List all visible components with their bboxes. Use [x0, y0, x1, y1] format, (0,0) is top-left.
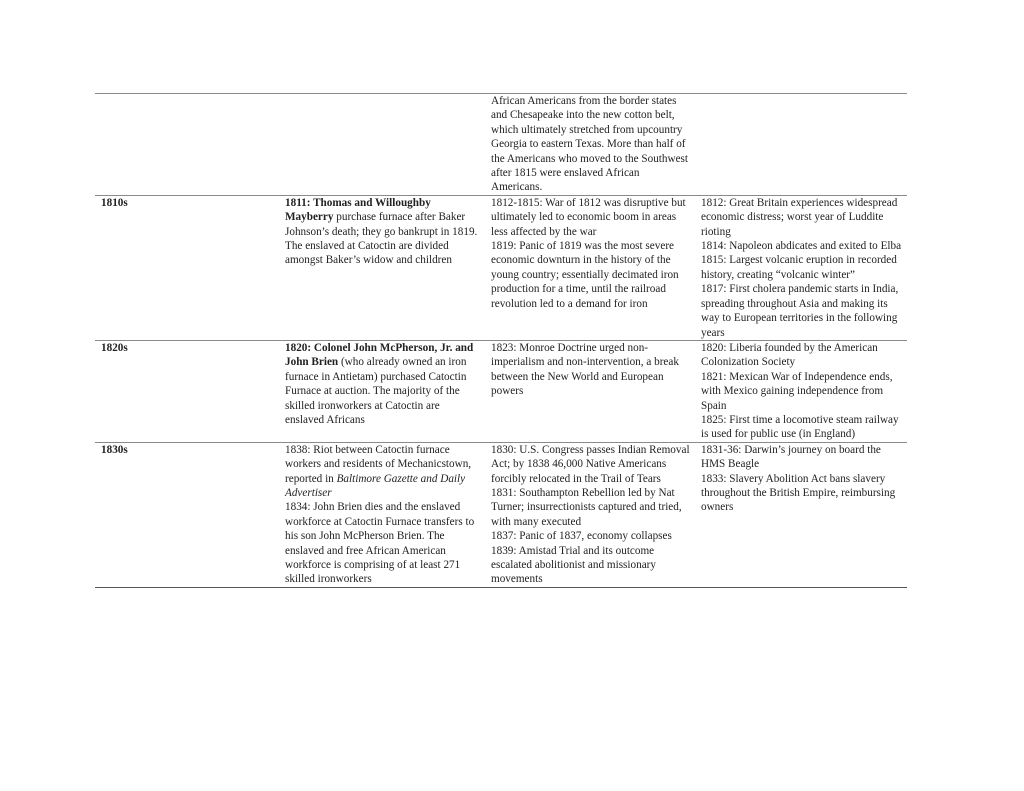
catoctin-cell: [279, 94, 485, 196]
decade-label: 1810s: [101, 196, 128, 209]
world-cell: [695, 442, 907, 587]
decade-cell: [95, 340, 279, 442]
table-row: [95, 94, 907, 196]
decade-label: 1820s: [101, 341, 128, 354]
national-cell: [485, 94, 695, 196]
national-entry: 1823: Monroe Doctrine urged non-imperialism and non-intervention, a break between the New World and European powers: [491, 341, 679, 398]
decade-label: 1830s: [101, 443, 128, 456]
catoctin-entry: [285, 443, 481, 501]
world-cell: [695, 340, 907, 442]
newspaper-title: Baltimore Gazette and Daily Advertiser: [285, 472, 466, 499]
table-row: [95, 195, 907, 340]
timeline-table: [95, 93, 907, 588]
catoctin-entry: 1834: John Brien dies and the enslaved workforce at Catoctin Furnace transfers to his son John McPherson Brien. The enslaved and free African American workforce is comprising of at least 271 skilled ironworkers: [285, 501, 475, 586]
national-entry: 1831: Southampton Rebellion led by Nat Turner; insurrectionists captured and tried, with many executed: [491, 486, 682, 528]
world-entry: 1817: First cholera pandemic starts in India, spreading throughout Asia and making its way to European territories in the following years: [701, 283, 899, 339]
world-entry: 1825: First time a locomotive steam railway is used for public use (in England): [701, 413, 899, 441]
catoctin-entry: [285, 196, 481, 268]
national-entry: 1837: Panic of 1837, economy collapses: [491, 530, 672, 543]
catoctin-cell: [279, 340, 485, 442]
entry-text: 1838: Riot between Catoctin furnace workers and residents of Mechanicstown, reported in: [285, 443, 472, 485]
national-entry: 1839: Amistad Trial and its outcome escalated abolitionist and missionary movements: [491, 544, 656, 586]
entry-text: (who already owned an iron furnace in Antietam) purchased Catoctin Furnace at auction. The majority of the skilled ironworkers at Catoctin are enslaved Africans: [285, 356, 467, 426]
decade-cell: [95, 195, 279, 340]
world-entry: 1821: Mexican War of Independence ends, with Mexico gaining independence from Spain: [701, 370, 893, 412]
world-entry: 1812: Great Britain experiences widespread economic distress; worst year of Luddite rioting: [701, 196, 898, 238]
national-cell: [485, 442, 695, 587]
entry-lead: 1820: Colonel John McPherson, Jr. and John Brien: [285, 341, 474, 369]
world-cell: [695, 94, 907, 196]
decade-cell: [95, 94, 279, 196]
world-cell: [695, 195, 907, 340]
national-entry: 1819: Panic of 1819 was the most severe economic downturn in the history of the young country; essentially decimated iron production for a time, until the railroad revolution led to a demand for iron: [491, 240, 679, 310]
national-entry: 1830: U.S. Congress passes Indian Removal Act; by 1838 46,000 Native Americans forcibly relocated in the Trail of Tears: [491, 443, 690, 485]
world-entry: 1833: Slavery Abolition Act bans slavery throughout the British Empire, reimbursing owners: [701, 472, 896, 514]
decade-cell: [95, 442, 279, 587]
world-entry: 1831-36: Darwin’s journey on board the HMS Beagle: [701, 443, 881, 471]
national-cell: [485, 195, 695, 340]
entry-lead: 1811: Thomas and Willoughby Mayberry: [285, 196, 431, 224]
catoctin-entry: [285, 341, 481, 427]
national-entry: African Americans from the border states and Chesapeake into the new cotton belt, which ultimately stretched from upcountry Georgia to eastern Texas. More than half of the Americans who moved to the Southwest after 1815 were enslaved African Americans.: [491, 95, 688, 194]
national-cell: [485, 340, 695, 442]
world-entry: 1815: Largest volcanic eruption in recorded history, creating “volcanic winter”: [701, 254, 897, 281]
catoctin-cell: [279, 195, 485, 340]
world-entry: 1820: Liberia founded by the American Colonization Society: [701, 341, 878, 369]
national-entry: 1812-1815: War of 1812 was disruptive but ultimately led to economic boom in areas less affected by the war: [491, 196, 686, 238]
entry-text: purchase furnace after Baker Johnson’s death; they go bankrupt in 1819. The enslaved at Catoctin are divided amongst Baker’s widow and children: [285, 211, 478, 267]
table-row: [95, 340, 907, 442]
world-entry: 1814: Napoleon abdicates and exited to Elba: [701, 240, 902, 253]
catoctin-cell: [279, 442, 485, 587]
table-row: [95, 442, 907, 587]
